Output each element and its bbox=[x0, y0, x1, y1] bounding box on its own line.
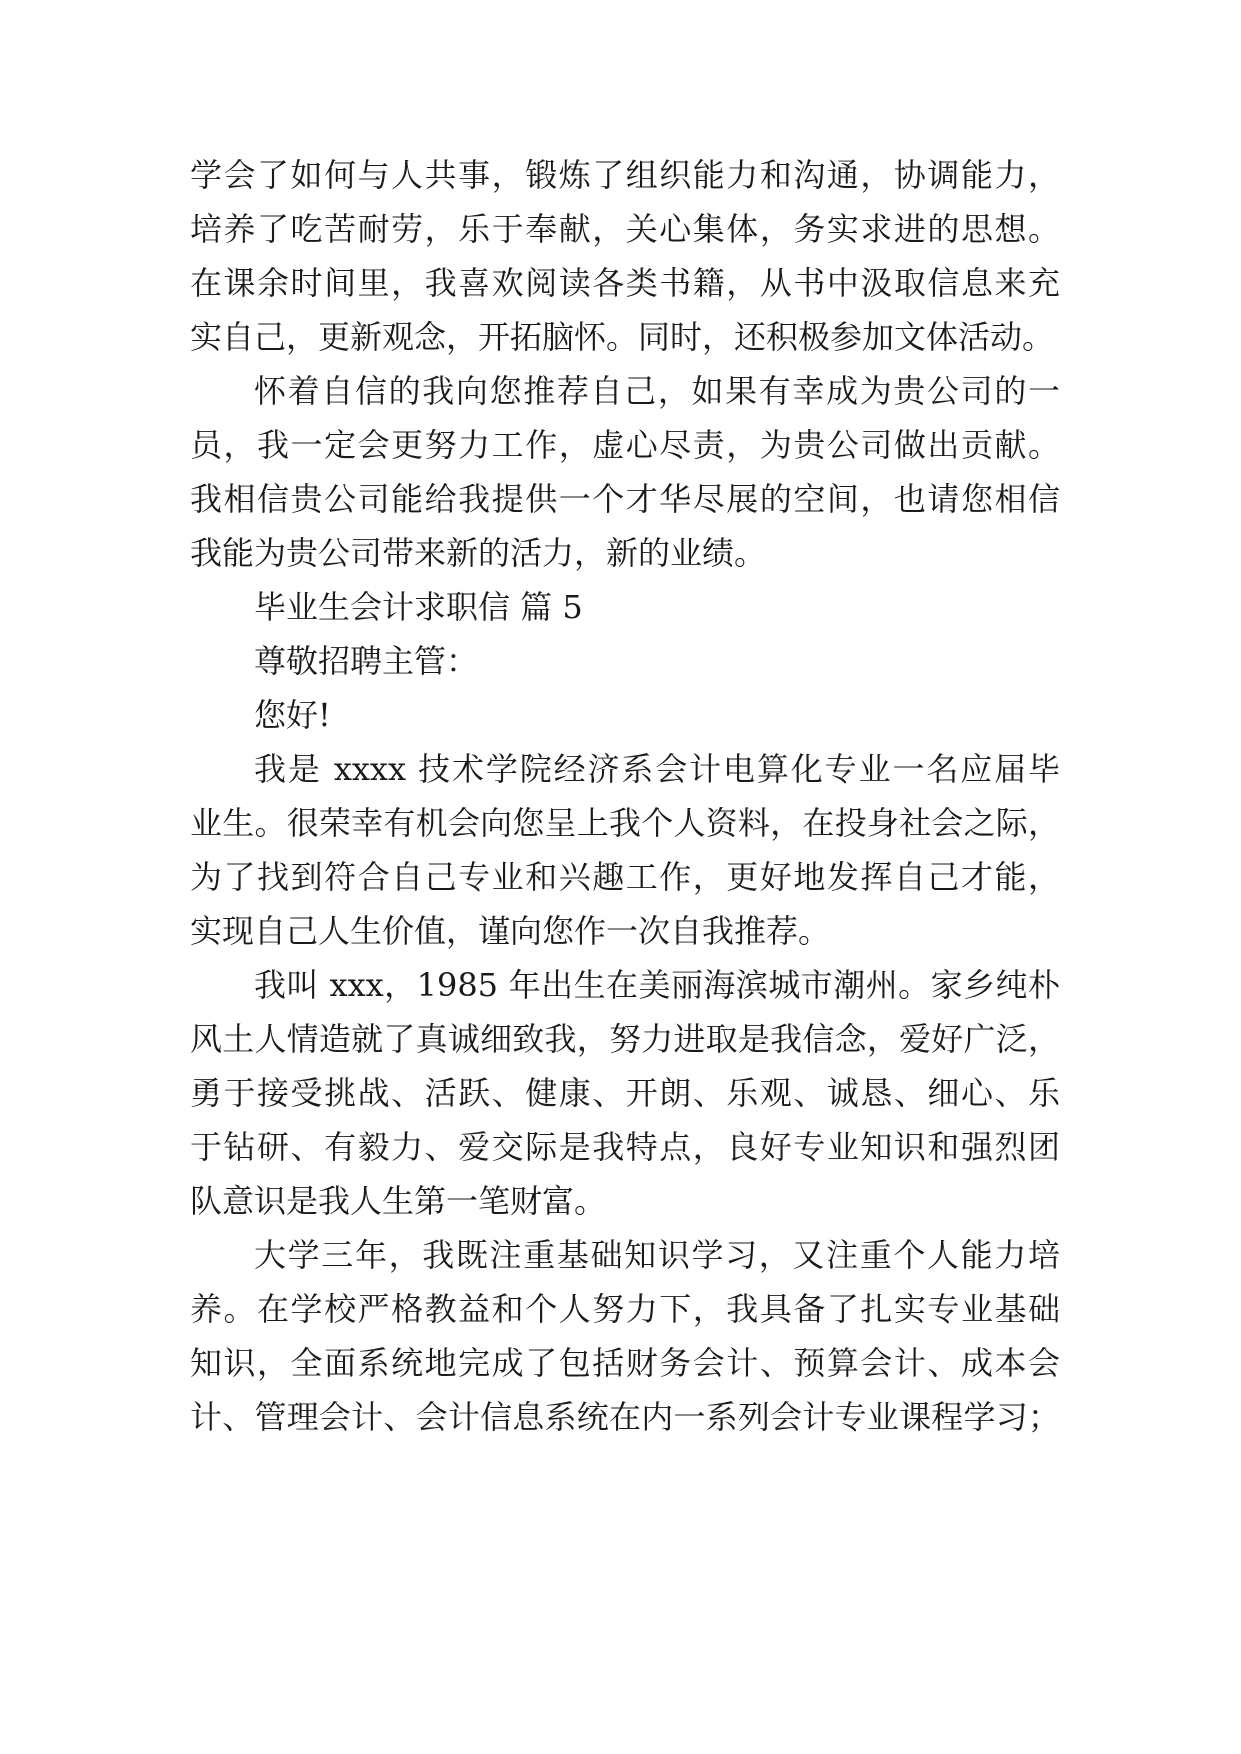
paragraph bbox=[190, 580, 1060, 634]
paragraph bbox=[190, 1228, 1060, 1444]
text-line: 养。在学校严格教益和个人努力下，我具备了扎实专业基础 bbox=[190, 1290, 1060, 1328]
text-line: 于钻研、有毅力、爱交际是我特点，良好专业知识和强烈团 bbox=[190, 1128, 1060, 1166]
text-line: 风土人情造就了真诚细致我，努力进取是我信念，爱好广泛， bbox=[190, 1020, 1060, 1058]
paragraph bbox=[190, 688, 1060, 742]
text-line: 知识，全面系统地完成了包括财务会计、预算会计、成本会 bbox=[190, 1344, 1060, 1382]
text-line: 为了找到符合自己专业和兴趣工作，更好地发挥自己才能， bbox=[190, 858, 1060, 896]
paragraph bbox=[190, 958, 1060, 1228]
text-line: 在课余时间里，我喜欢阅读各类书籍，从书中汲取信息来充 bbox=[190, 264, 1060, 302]
text-line: 毕业生会计求职信 篇 5 bbox=[254, 588, 583, 626]
text-line: 您好! bbox=[254, 696, 331, 734]
text-line: 学会了如何与人共事，锻炼了组织能力和沟通，协调能力， bbox=[190, 156, 1060, 194]
paragraph bbox=[190, 148, 1060, 364]
text-line: 勇于接受挑战、活跃、健康、开朗、乐观、诚恳、细心、乐 bbox=[190, 1074, 1060, 1112]
text-line: 怀着自信的我向您推荐自己，如果有幸成为贵公司的一 bbox=[254, 372, 1060, 410]
text-line: 员，我一定会更努力工作，虚心尽责，为贵公司做出贡献。 bbox=[190, 426, 1060, 464]
text-line: 我是 xxxx 技术学院经济系会计电算化专业一名应届毕 bbox=[254, 750, 1060, 788]
text-line: 培养了吃苦耐劳，乐于奉献，关心集体，务实求进的思想。 bbox=[190, 210, 1060, 248]
text-line: 大学三年，我既注重基础知识学习，又注重个人能力培 bbox=[254, 1236, 1060, 1274]
paragraph bbox=[190, 634, 1060, 688]
text-line: 我相信贵公司能给我提供一个才华尽展的空间，也请您相信 bbox=[190, 480, 1060, 518]
paragraph bbox=[190, 364, 1060, 580]
text-line: 业生。很荣幸有机会向您呈上我个人资料，在投身社会之际， bbox=[190, 804, 1060, 842]
document-body bbox=[190, 148, 1060, 1444]
text-line: 我能为贵公司带来新的活力，新的业绩。 bbox=[190, 534, 767, 572]
text-line: 我叫 xxx，1985 年出生在美丽海滨城市潮州。家乡纯朴 bbox=[254, 966, 1060, 1004]
text-line: 队意识是我人生第一笔财富。 bbox=[190, 1182, 607, 1220]
text-line: 实现自己人生价值，谨向您作一次自我推荐。 bbox=[190, 912, 831, 950]
paragraph bbox=[190, 742, 1060, 958]
text-line: 实自己，更新观念，开拓脑怀。同时，还积极参加文体活动。 bbox=[190, 318, 1055, 356]
text-line: 尊敬招聘主管： bbox=[254, 642, 479, 680]
text-line: 计、管理会计、会计信息系统在内一系列会计专业课程学习； bbox=[190, 1398, 1060, 1436]
